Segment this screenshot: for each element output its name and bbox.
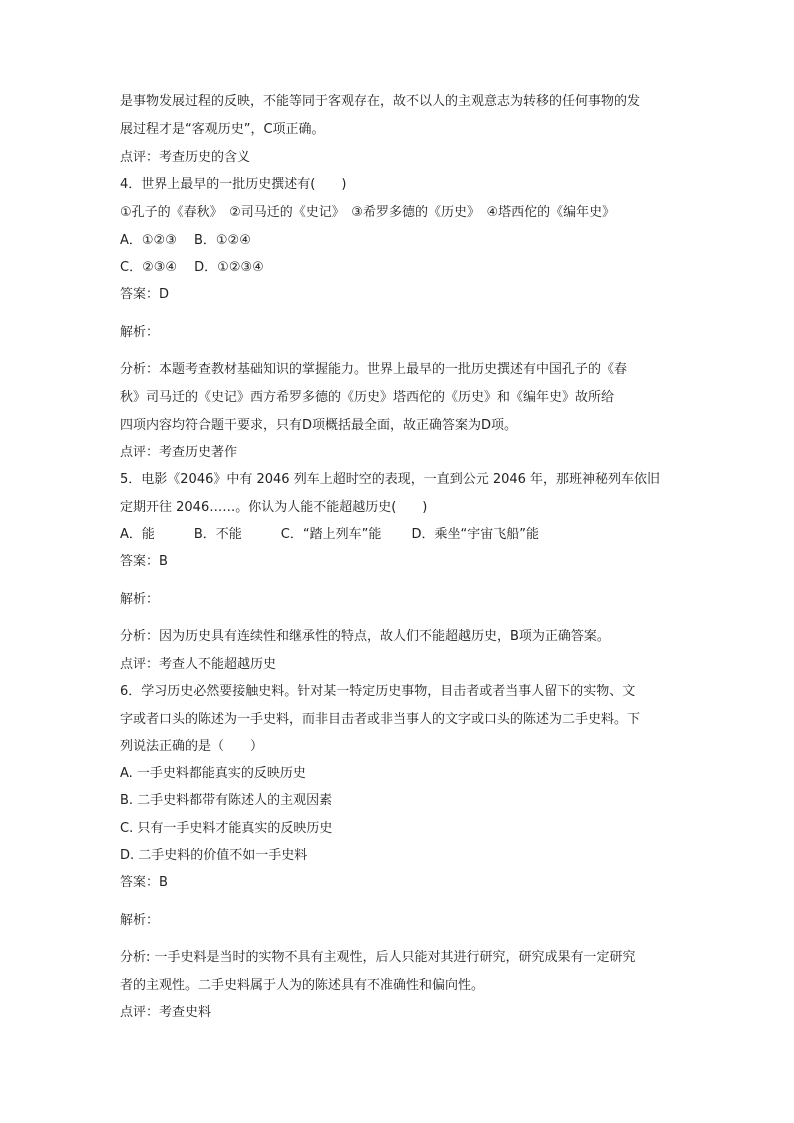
comment-4: 点评：考查历史著作: [120, 445, 238, 460]
explanation-line: 是事物发展过程的反映，不能等同于客观存在，故不以人的主观意志为转移的任何事物的发: [120, 94, 641, 109]
question-6-option-d: D. 二手史料的价值不如一手史料: [120, 848, 308, 863]
answer-5: 答案：B: [120, 554, 168, 569]
question-4-items: ①孔子的《春秋》 ②司马迁的《史记》 ③希罗多德的《历史》 ④塔西佗的《编年史》: [120, 205, 616, 220]
question-6-line: 字或者口头的陈述为一手史料，而非目击者或非当事人的文字或口头的陈述为二手史料。下: [120, 712, 641, 727]
question-4-options-cd: C．②③④ D．①②③④: [120, 260, 264, 275]
question-4: 4．世界上最早的一批历史撰述有( ): [120, 177, 347, 192]
question-4-options-ab: A．①②③ B．①②④: [120, 233, 251, 248]
question-6-option-b: B. 二手史料都带有陈述人的主观因素: [120, 793, 333, 808]
answer-4: 答案：D: [120, 287, 170, 302]
analysis-4-line: 秋》司马迁的《史记》西方希罗多德的《历史》塔西佗的《历史》和《编年史》故所给: [120, 390, 615, 405]
analysis-label-6: 解析：: [120, 913, 160, 928]
comment-5: 点评：考查人不能超越历史: [120, 657, 277, 672]
analysis-label-4: 解析：: [120, 325, 160, 340]
analysis-6-line: 者的主观性。二手史料属于人为的陈述具有不准确性和偏向性。: [120, 978, 485, 993]
analysis-5-line: 分析：因为历史具有连续性和继承性的特点，故人们不能超越历史，B项为正确答案。: [120, 629, 610, 644]
analysis-4-line: 分析：本题考查教材基础知识的掌握能力。世界上最早的一批历史撰述有中国孔子的《春: [120, 362, 628, 377]
answer-6: 答案：B: [120, 875, 168, 890]
question-6-option-c: C. 只有一手史料才能真实的反映历史: [120, 821, 333, 836]
comment-line: 点评：考查历史的含义: [120, 150, 251, 165]
question-6-line: 6．学习历史必然要接触史料。针对某一特定历史事物，目击者或者当事人留下的实物、文: [120, 684, 636, 699]
analysis-6-line: 分析: 一手史料是当时的实物不具有主观性，后人只能对其进行研究，研究成果有一定研究: [120, 950, 636, 965]
explanation-line: 展过程才是“客观历史”，C项正确。: [120, 122, 325, 137]
question-5-line: 5．电影《2046》中有 2046 列车上超时空的表现，一直到公元 2046 年，那班神秘列车依旧: [120, 472, 661, 487]
comment-6: 点评：考查史料: [120, 1005, 212, 1020]
analysis-label-5: 解析：: [120, 592, 160, 607]
question-6-option-a: A. 一手史料都能真实的反映历史: [120, 766, 306, 781]
question-5-options: A．能 B．不能 C．“踏上列车”能 D．乘坐“宇宙飞船”能: [120, 527, 539, 542]
question-6-line: 列说法正确的是（ ）: [120, 739, 264, 754]
analysis-4-line: 四项内容均符合题干要求，只有D项概括最全面，故正确答案为D项。: [120, 418, 518, 433]
question-5-line: 定期开往 2046……。你认为人能不能超越历史( ): [120, 500, 428, 515]
